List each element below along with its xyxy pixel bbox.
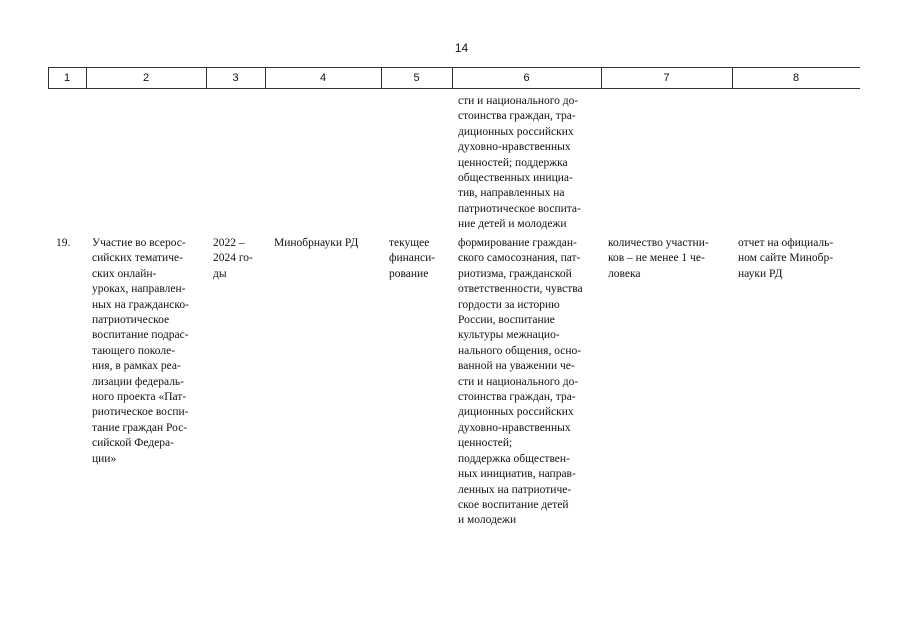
text-line: ванной на уважении че- bbox=[458, 360, 575, 373]
text-line: воспитание подрас- bbox=[92, 329, 189, 342]
text-line: стоинства граждан, тра- bbox=[458, 110, 576, 123]
column-header-6: 6 bbox=[523, 72, 530, 84]
text-line: финанси- bbox=[389, 252, 436, 265]
text-line: ных инициатив, направ- bbox=[458, 468, 576, 481]
text-line: диционных российских bbox=[458, 125, 574, 138]
text-line: ского самосознания, пат- bbox=[458, 252, 581, 265]
row-19-expected-result bbox=[458, 236, 599, 529]
text-line: сти и национального до- bbox=[458, 95, 579, 107]
text-line: гордости за историю bbox=[458, 298, 560, 311]
text-line: ленных на патриотиче- bbox=[458, 483, 572, 496]
text-line: ном сайте Минобр- bbox=[738, 252, 834, 265]
text-line: сийских тематиче- bbox=[92, 252, 183, 265]
text-line: сти и национального до- bbox=[458, 375, 579, 388]
header-top-border bbox=[48, 67, 860, 68]
text-line: ответственности, чувства bbox=[458, 283, 583, 296]
column-header-2: 2 bbox=[142, 72, 150, 84]
text-line: текущее bbox=[389, 237, 430, 249]
column-header-8: 8 bbox=[792, 72, 800, 84]
text-line: 2024 го- bbox=[213, 252, 253, 265]
text-line: лизации федераль- bbox=[92, 375, 185, 388]
text-line: духовно-нравственных bbox=[458, 141, 571, 154]
column-header-5: 5 bbox=[413, 72, 420, 84]
text-line: диционных российских bbox=[458, 406, 574, 419]
text-line: стоинства граждан, тра- bbox=[458, 391, 576, 404]
text-line: риотическое воспи- bbox=[92, 406, 189, 419]
text-line: духовно-нравственных bbox=[458, 421, 571, 434]
text-line: ния, в рамках реа- bbox=[92, 360, 181, 373]
text-line: уроках, направлен- bbox=[92, 283, 186, 296]
text-line: формирование граждан- bbox=[458, 237, 577, 249]
text-line: ных на гражданско- bbox=[92, 298, 189, 311]
row-19-funding bbox=[389, 236, 451, 282]
column-header-1: 1 bbox=[63, 72, 71, 84]
text-line: ценностей; bbox=[458, 437, 513, 450]
text-line: 2022 – bbox=[213, 237, 245, 249]
text-line: риотизма, гражданской bbox=[458, 267, 572, 280]
column-header-3: 3 bbox=[232, 72, 239, 84]
column-header-7: 7 bbox=[663, 72, 670, 84]
text-line: тание граждан Рос- bbox=[92, 421, 188, 434]
text-line: Минобрнауки РД bbox=[274, 237, 359, 249]
row-19-report-form bbox=[738, 236, 856, 282]
text-line: нального общения, осно- bbox=[458, 344, 582, 357]
text-line: тающего поколе- bbox=[92, 344, 176, 357]
text-line: отчет на официаль- bbox=[738, 237, 834, 249]
row-19-period bbox=[213, 236, 265, 282]
text-line: рование bbox=[389, 267, 429, 280]
text-line: сийской Федера- bbox=[92, 437, 174, 450]
text-line: поддержка обществен- bbox=[458, 452, 570, 465]
continuation-col6-cell bbox=[458, 94, 597, 233]
text-line: науки РД bbox=[738, 267, 783, 280]
table-header-row bbox=[48, 67, 860, 89]
text-line: ловека bbox=[608, 267, 641, 280]
text-line: России, воспитание bbox=[458, 314, 555, 327]
text-line: ды bbox=[213, 267, 227, 280]
text-line: общественных инициа- bbox=[458, 172, 573, 185]
text-line: ции» bbox=[92, 452, 117, 465]
text-line: ценностей; поддержка bbox=[458, 156, 568, 169]
text-line: и молодежи bbox=[458, 514, 517, 527]
text-line: ного проекта «Пат- bbox=[92, 391, 187, 404]
text-line: ское воспитание детей bbox=[458, 498, 569, 511]
header-bottom-border bbox=[48, 88, 860, 89]
text-line: ских онлайн- bbox=[92, 267, 157, 280]
text-line: Участие во всерос- bbox=[92, 237, 186, 249]
row-19-indicator bbox=[608, 236, 728, 282]
row-19-executor bbox=[274, 236, 384, 251]
row-19-number: 19. bbox=[56, 237, 71, 249]
text-line: тив, направленных на bbox=[458, 187, 565, 200]
text-line: патриотическое bbox=[92, 314, 170, 327]
text-line: ние детей и молодежи bbox=[458, 218, 567, 231]
text-line: патриотическое воспита- bbox=[458, 202, 581, 215]
column-header-4: 4 bbox=[319, 72, 327, 84]
page-number: 14 bbox=[454, 41, 469, 55]
row-19-description bbox=[92, 236, 205, 467]
text-line: количество участни- bbox=[608, 237, 709, 249]
text-line: ков – не менее 1 че- bbox=[608, 252, 705, 265]
text-line: культуры межнацио- bbox=[458, 329, 560, 342]
